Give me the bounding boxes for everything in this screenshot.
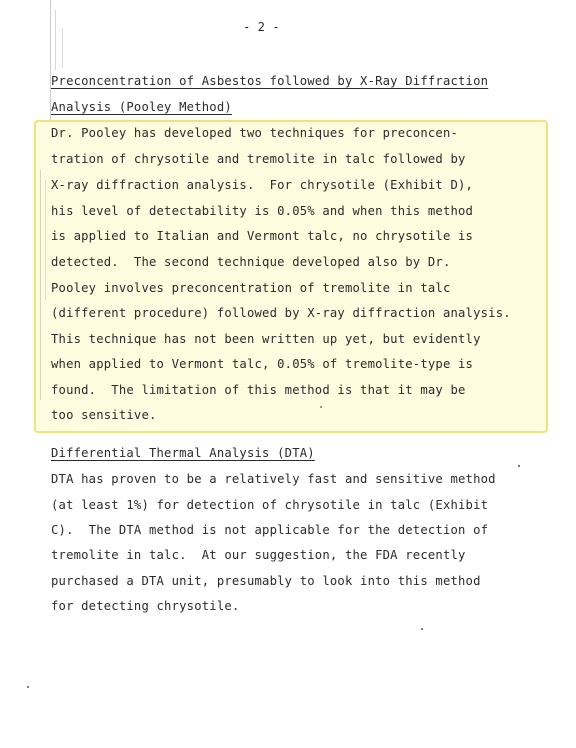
paragraph-line: when applied to Vermont talc, 0.05% of tremolite-type is bbox=[51, 357, 474, 371]
scan-speck bbox=[27, 686, 29, 688]
paragraph-line: DTA has proven to be a relatively fast and sensitive method bbox=[51, 472, 496, 486]
paragraph-line: tremolite in talc. At our suggestion, the FDA recently bbox=[51, 548, 466, 562]
scan-speck bbox=[518, 465, 520, 467]
section-heading-pooley-line1: Preconcentration of Asbestos followed by X-Ray Diffraction bbox=[51, 74, 489, 88]
scan-artifact-line bbox=[62, 28, 63, 68]
paragraph-line: tration of chrysotile and tremolite in talc followed by bbox=[51, 152, 466, 166]
paragraph-line: This technique has not been written up yet, but evidently bbox=[51, 332, 481, 346]
scan-artifact-line bbox=[55, 10, 56, 70]
paragraph-line: (at least 1%) for detection of chrysotile in talc (Exhibit bbox=[51, 498, 489, 512]
paragraph-line: for detecting chrysotile. bbox=[51, 599, 240, 613]
scan-speck bbox=[421, 628, 423, 630]
paragraph-line: purchased a DTA unit, presumably to look into this method bbox=[51, 574, 481, 588]
paragraph-line: Pooley involves preconcentration of tremolite in talc bbox=[51, 281, 451, 295]
paragraph-line: X-ray diffraction analysis. For chrysotile (Exhibit D), bbox=[51, 178, 474, 192]
section-heading-pooley-line2: Analysis (Pooley Method) bbox=[51, 100, 232, 114]
section-heading-dta: Differential Thermal Analysis (DTA) bbox=[51, 446, 315, 460]
paragraph-line: too sensitive. bbox=[51, 408, 157, 422]
paragraph-line: (different procedure) followed by X-ray diffraction analysis. bbox=[51, 306, 511, 320]
paragraph-line: found. The limitation of this method is that it may be bbox=[51, 383, 466, 397]
page-number: - 2 - bbox=[243, 20, 280, 34]
paragraph-line: detected. The second technique developed also by Dr. bbox=[51, 255, 451, 269]
paragraph-line: his level of detectability is 0.05% and when this method bbox=[51, 204, 474, 218]
paragraph-line: is applied to Italian and Vermont talc, no chrysotile is bbox=[51, 229, 474, 243]
paragraph-line: Dr. Pooley has developed two techniques for preconcen- bbox=[51, 126, 459, 140]
paragraph-line: C). The DTA method is not applicable for the detection of bbox=[51, 523, 489, 537]
